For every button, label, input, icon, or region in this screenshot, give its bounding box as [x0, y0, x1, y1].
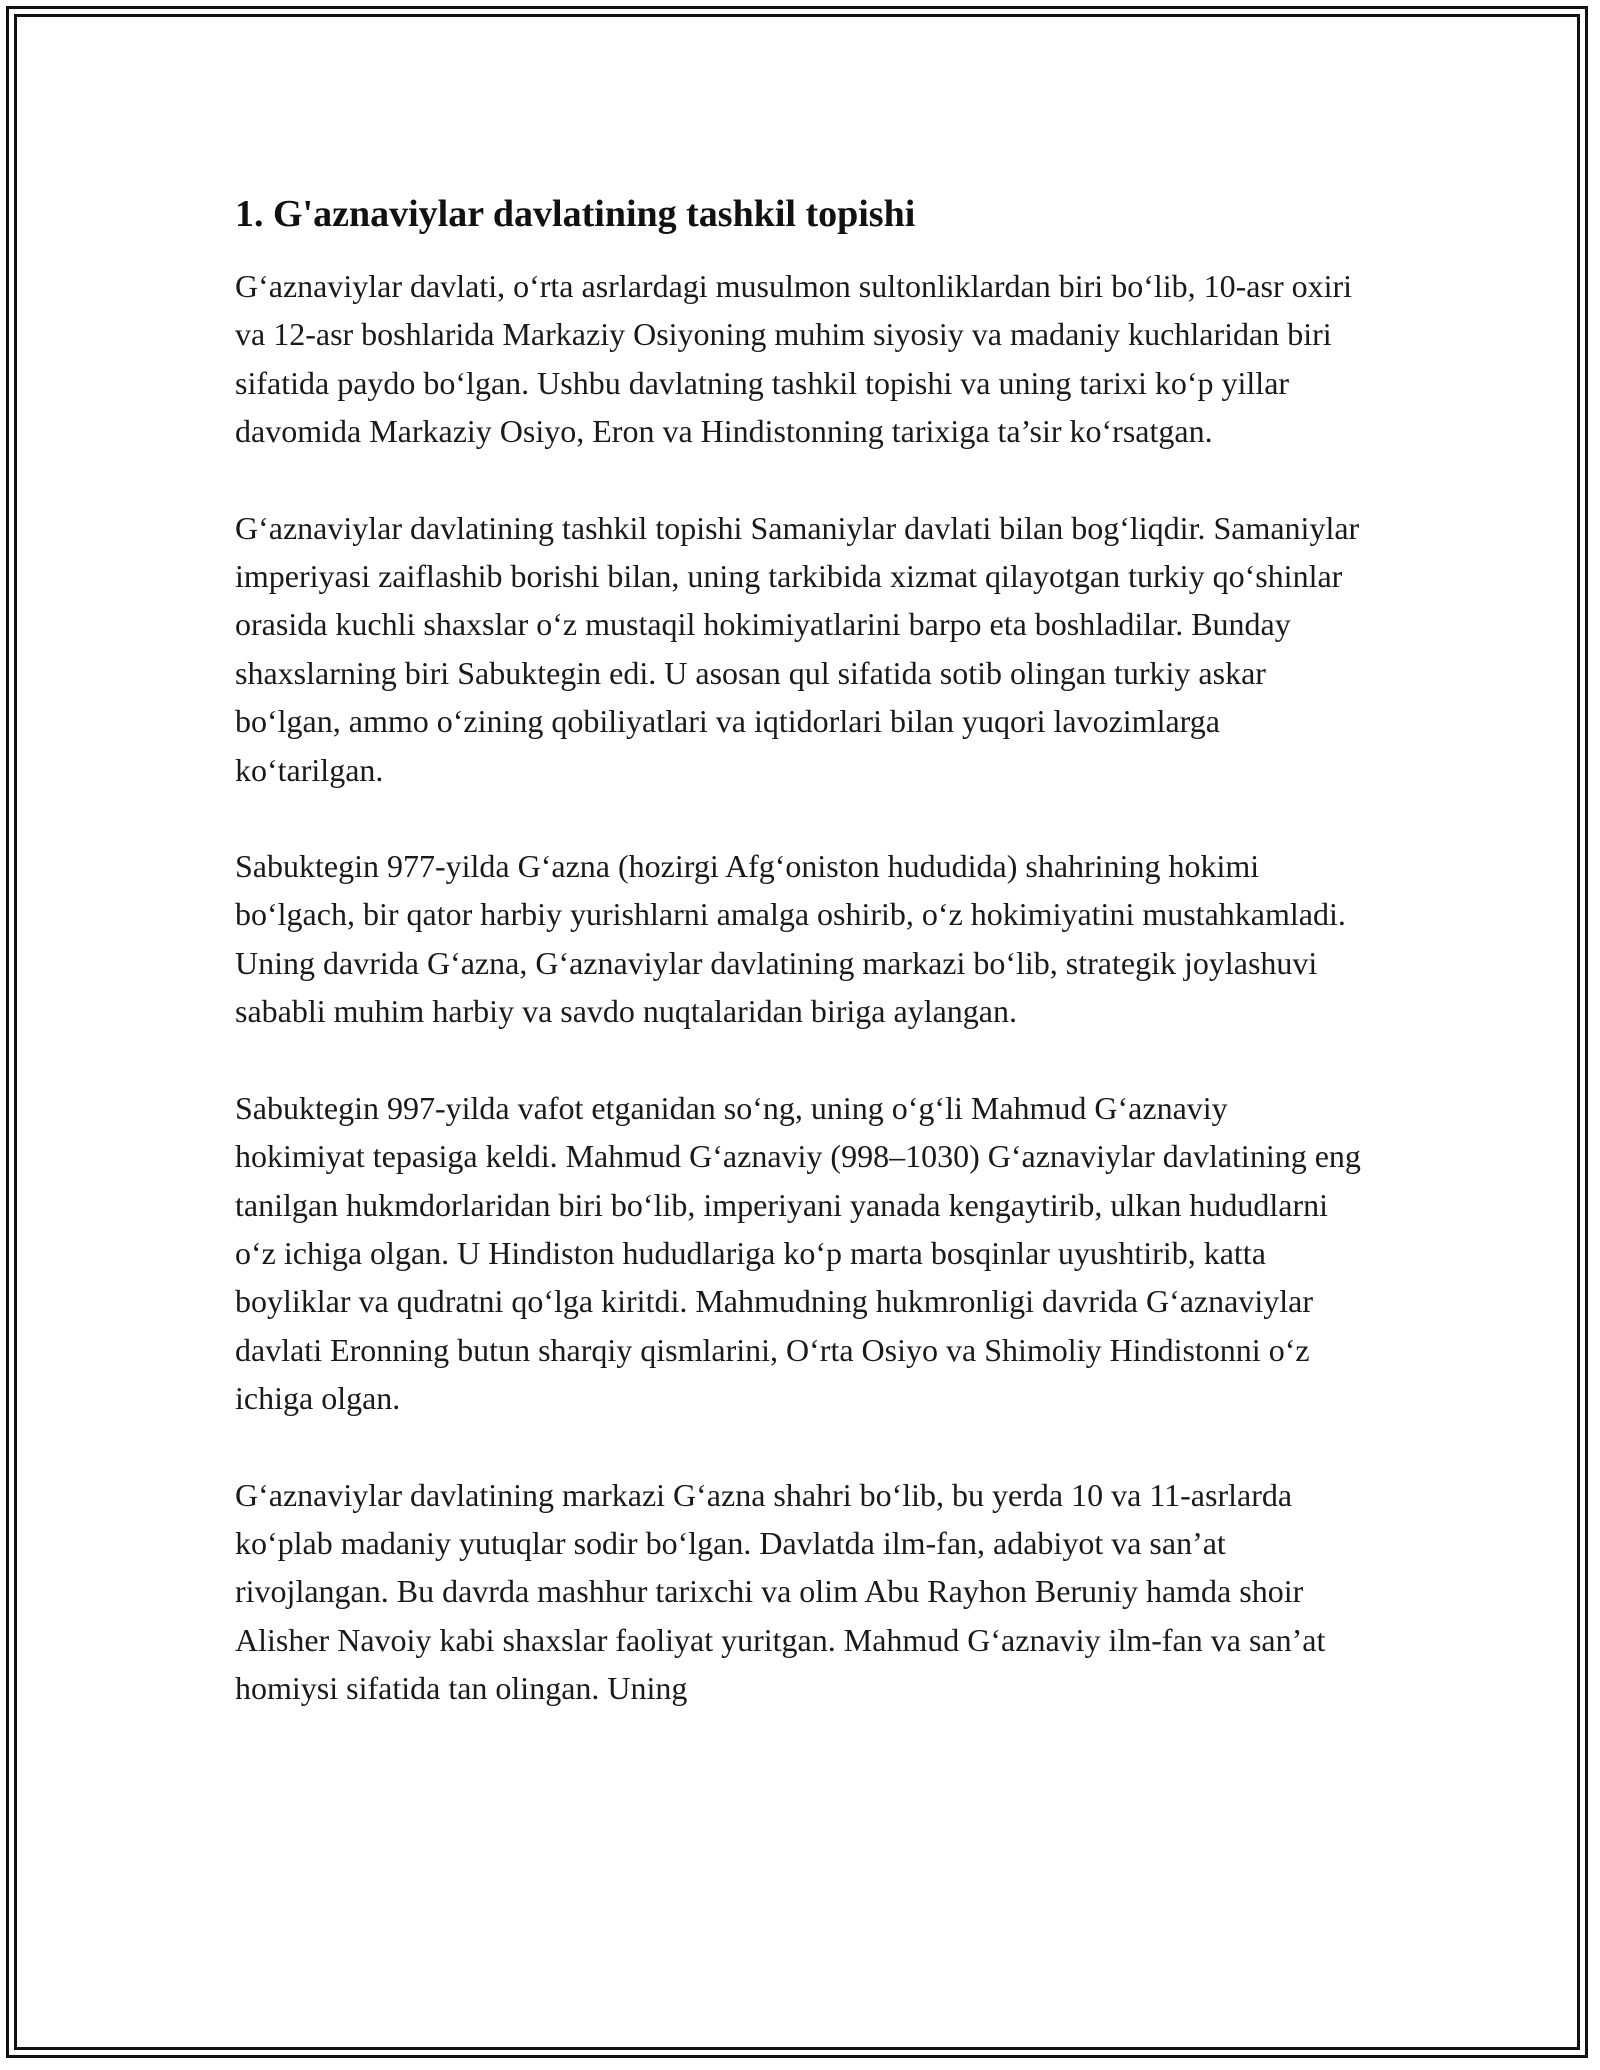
paragraph-4: Sabuktegin 997-yilda vafot etganidan so‘ng, uning o‘g‘li Mahmud G‘aznaviy hokimiyat tepasiga keldi. Mahmud G‘aznaviy (998–1030) G‘aznaviylar davlatining eng tanilgan hukmdorlaridan biri bo‘lib, imperiyani yanada kengaytirib, ulkan hududlarni o‘z ichiga olgan. U Hindiston hududlariga ko‘p marta bosqinlar uyushtirib, katta boyliklar va qudratni qo‘lga kiritdi. Mahmudning hukmronligi davrida G‘aznaviylar davlati Eronning butun sharqiy qismlarini, O‘rta Osiyo va Shimoliy Hindistonni o‘z ichiga olgan. [235, 1089, 1361, 1417]
paragraph-2: G‘aznaviylar davlatining tashkil topishi Samaniylar davlati bilan bog‘liqdir. Samaniylar imperiyasi zaiflashib borishi bilan, uning tarkibida xizmat qilayotgan turkiy qo‘shinlar orasida kuchli shaxslar o‘z mustaqil hokimiyatlarini barpo eta boshladilar. Bunday shaxslarning biri Sabuktegin edi. U asosan qul sifatida sotib olingan turkiy askar bo‘lgan, ammo o‘zining qobiliyatlari va iqtidorlari bilan yuqori lavozimlarga ko‘tarilgan. [235, 509, 1360, 788]
paragraph-1: G‘aznaviylar davlati, o‘rta asrlardagi musulmon sultonliklardan biri bo‘lib, 10-asr oxiri va 12-asr boshlarida Markaziy Osiyoning muhim siyosiy va madaniy kuchlaridan biri sifatida paydo bo‘lgan. Ushbu davlatning tashkil topishi va uning tarixi ko‘p yillar davomida Markaziy Osiyo, Eron va Hindistonning tarixiga ta’sir ko‘rsatgan. [235, 268, 1353, 450]
document-body [235, 188, 1365, 1761]
paragraph-3: Sabuktegin 977-yilda G‘azna (hozirgi Afg‘oniston hududida) shahrining hokimi bo‘lgach, bir qator harbiy yurishlarni amalga oshirib, o‘z hokimiyatini mustahkamladi. Uning davrida G‘azna, G‘aznaviylar davlatining markazi bo‘lib, strategik joylashuvi sababli muhim harbiy va savdo nuqtalaridan biriga aylangan. [235, 848, 1346, 1030]
paragraph-5: G‘aznaviylar davlatining markazi G‘azna shahri bo‘lib, bu yerda 10 va 11-asrlarda ko‘plab madaniy yutuqlar sodir bo‘lgan. Davlatda ilm-fan, adabiyot va san’at rivojlangan. Bu davrda mashhur tarixchi va olim Abu Rayhon Beruniy hamda shoir Alisher Navoiy kabi shaxslar faoliyat yuritgan. Mahmud G‘aznaviy ilm-fan va san’at homiysi sifatida tan olingan. Uning [235, 1476, 1326, 1707]
section-heading: 1. G'aznaviylar davlatining tashkil topishi [235, 193, 916, 235]
